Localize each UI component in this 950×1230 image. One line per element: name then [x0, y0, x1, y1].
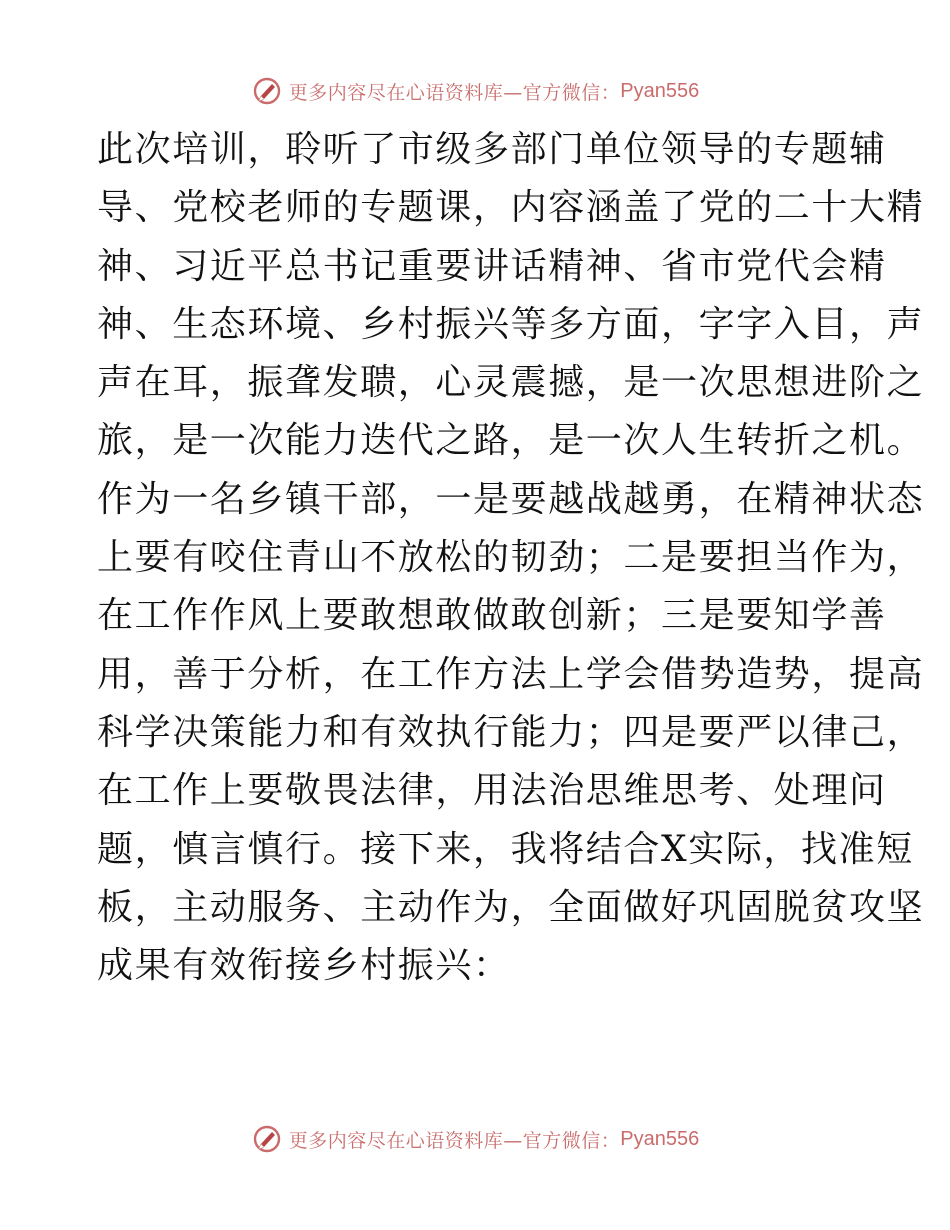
body-line: 导、党校老师的专题课，内容涵盖了党的二十大精: [97, 187, 925, 229]
document-body: [97, 121, 925, 995]
body-line: 作为一名乡镇干部，一是要越战越勇，在精神状态: [97, 478, 925, 520]
body-line: 此次培训，聆听了市级多部门单位领导的专题辅: [97, 129, 887, 170]
body-line: 神、生态环境、乡村振兴等多方面，字字入目，声: [97, 303, 925, 345]
body-line: 题，慎言慎行。接下来，我将结合X实际，找准短: [97, 828, 914, 870]
body-line: 在工作上要敬畏法律，用法治思维思考、处理问: [97, 770, 887, 812]
body-line: 科学决策能力和有效执行能力；四是要严以律己，: [97, 711, 925, 753]
body-line: 板，主动服务、主动作为，全面做好巩固脱贫攻坚: [97, 886, 925, 928]
pen-seal-icon: [251, 75, 283, 107]
body-line: 旅，是一次能力迭代之路，是一次人生转折之机。: [97, 420, 925, 462]
body-line: 声在耳，振聋发聩，心灵震撼，是一次思想进阶之: [97, 362, 925, 404]
body-line: 用，善于分析，在工作方法上学会借势造势，提高: [97, 653, 925, 695]
body-line: 成果有效衔接乡村振兴：: [97, 945, 511, 987]
body-line: 神、习近平总书记重要讲话精神、省市党代会精: [97, 245, 887, 287]
footer-watermark: [0, 1119, 950, 1159]
body-line: 在工作作风上要敢想敢做敢创新；三是要知学善: [97, 595, 887, 637]
watermark-wechat-id: Pyan556: [620, 1127, 700, 1150]
watermark-text: 更多内容尽在心语资料库—官方微信：: [288, 81, 621, 104]
watermark-text: 更多内容尽在心语资料库—官方微信：: [288, 1129, 621, 1152]
body-line: 上要有咬住青山不放松的韧劲；二是要担当作为，: [97, 537, 925, 579]
pen-seal-icon: [251, 1123, 283, 1155]
watermark-wechat-id: Pyan556: [620, 79, 700, 102]
header-watermark: [0, 71, 950, 111]
